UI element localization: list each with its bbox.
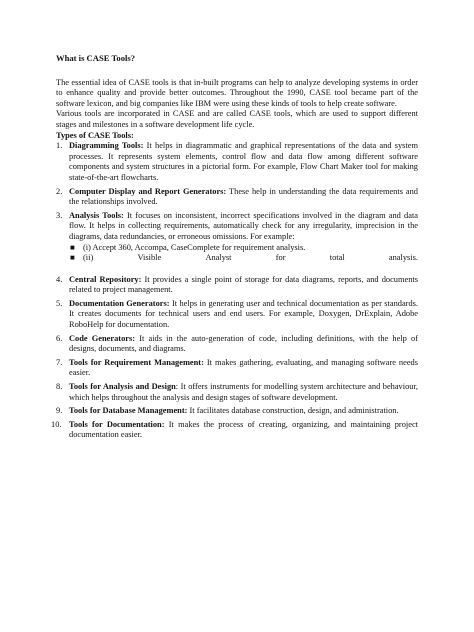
list-number: 6. [56, 333, 63, 343]
types-title: Types of CASE Tools: [56, 130, 134, 140]
intro-paragraph-2: Various tools are incorporated in CASE and are called CASE tools, which are used to support different stages and milestones in a software development life cycle. [56, 109, 418, 129]
analysis-example-item: ■ (i) Accept 360, Accompa, CaseComplete for requirement analysis. [70, 242, 306, 252]
list-number: 4. [56, 274, 63, 284]
tool-description: It helps in diagrammatic and graphical representations of the data and system processes. It represents system elements, control flow and data flow among different software components and system structures in a pictorial form. For example, Flow Chart Maker tool for making state-of-the-art flowcharts. [69, 141, 419, 182]
tool-description: : It offers instruments for modelling system architecture and behaviour, which helps throughout the analysis and design stages of software development. [69, 382, 418, 402]
tool-name: Code Generators: [69, 333, 136, 343]
document-body [51, 53, 419, 444]
tool-name: Tools for Documentation: [69, 419, 165, 429]
tool-item-documentation [51, 419, 418, 441]
list-number: 5. [56, 298, 63, 308]
tool-name: Tools for Analysis and Design [69, 382, 176, 392]
spacer [69, 264, 418, 272]
tool-description: These help in understanding the data requirements and the relationships involved. [69, 186, 418, 207]
document-heading: What is CASE Tools? [56, 53, 136, 63]
tool-description: It focuses on inconsistent, incorrect specifications involved in the diagram and data flow. It helps in collecting requirements, automatically check for any irregularity, imprecision in the diagrams, data redundancies, or erroneous omissions. For example: [69, 210, 418, 241]
tool-name: Diagramming Tools: [69, 141, 144, 151]
tool-description: It provides a single point of storage for data diagrams, reports, and documents related to project management. [69, 274, 419, 295]
list-number: 7. [56, 357, 63, 367]
tool-description: It makes gathering, evaluating, and managing software needs easier. [69, 357, 419, 378]
analysis-example-item [69, 253, 418, 264]
list-number: 10. [51, 419, 62, 429]
list-number: 9. [56, 406, 63, 416]
bullet-icon: ■ [70, 253, 75, 263]
bullet-icon: ■ [70, 242, 75, 252]
tool-item-analysis-design [56, 382, 418, 403]
tool-name: Tools for Database Management: [69, 406, 188, 416]
list-number: 8. [56, 382, 63, 392]
tool-item-diagramming [56, 141, 418, 183]
analysis-example-justified: (ii) Visible Analyst for total analysis. [83, 253, 418, 263]
analysis-examples-list [69, 243, 418, 264]
tool-item-analysis [56, 211, 418, 272]
tools-list [51, 141, 419, 441]
tool-name: Tools for Requirement Management: [69, 357, 204, 367]
list-number: 3. [56, 210, 63, 220]
tool-description: It aids in the auto-generation of code, including definitions, with the help of designs, documents, and diagrams. [69, 333, 418, 354]
tool-description: It makes the process of creating, organizing, and maintaining project documentation easier. [69, 419, 418, 440]
list-number: 2. [56, 186, 63, 196]
list-number: 1. [56, 141, 63, 151]
tool-name: Documentation Generators: [69, 298, 170, 308]
tool-item-central-repository [56, 275, 418, 296]
tool-item-requirement-management [56, 358, 418, 379]
tool-item-documentation-generators [56, 299, 418, 331]
tool-item-display-report-generators [56, 187, 418, 208]
tool-name: Analysis Tools: [69, 210, 124, 220]
intro-paragraph-1: The essential idea of CASE tools is that in-built programs can help to analyze developing systems in order to enhance quality and provide better outcomes. Throughout the 1990, CASE tool became part of the software lexicon, and big companies like IBM were using these kinds of tools to help create software. [56, 77, 418, 108]
tool-name: Computer Display and Report Generators: [69, 186, 227, 196]
tool-description: It facilitates database construction, design, and administration. [187, 406, 399, 416]
tool-description: It helps in generating user and technical documentation as per standards. It creates documents for technical users and end users. For example, Doxygen, DrExplain, Adobe RoboHelp for documentation. [69, 298, 419, 330]
tool-item-database-management [56, 406, 418, 417]
tool-item-code-generators [56, 334, 418, 355]
tool-name: Central Repository: [69, 274, 142, 284]
